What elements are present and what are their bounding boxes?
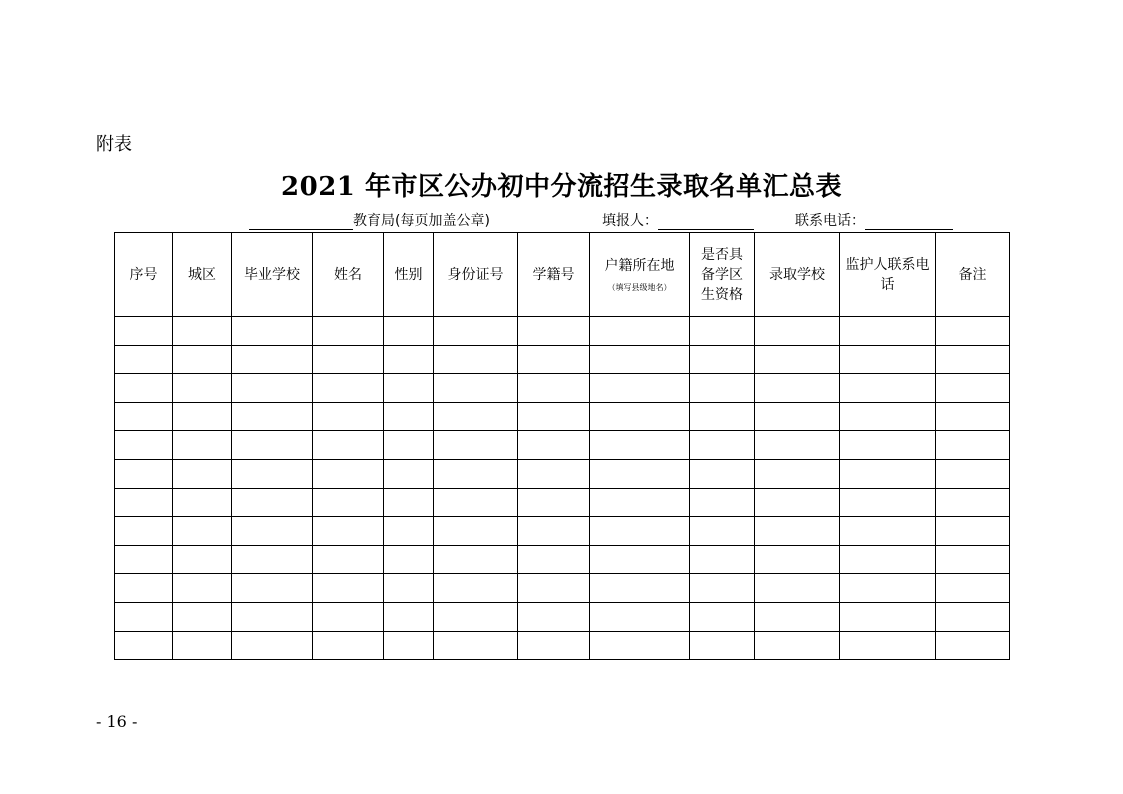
enrollment-table	[114, 232, 1010, 660]
table-cell[interactable]	[173, 317, 232, 346]
table-cell[interactable]	[755, 602, 840, 631]
table-cell[interactable]	[232, 459, 313, 488]
col-header-id-number: 身份证号	[434, 233, 518, 317]
table-cell[interactable]	[518, 317, 590, 346]
table-cell[interactable]	[590, 602, 690, 631]
table-cell[interactable]	[518, 631, 590, 660]
table-cell[interactable]	[840, 574, 936, 603]
table-cell[interactable]	[384, 431, 434, 460]
table-cell[interactable]	[840, 545, 936, 574]
table-cell[interactable]	[434, 431, 518, 460]
table-cell[interactable]	[755, 374, 840, 403]
table-cell[interactable]	[384, 374, 434, 403]
table-cell[interactable]	[590, 317, 690, 346]
table-cell[interactable]	[936, 574, 1010, 603]
table-cell[interactable]	[115, 574, 173, 603]
table-row	[115, 459, 1010, 488]
table-cell[interactable]	[690, 317, 755, 346]
table-cell[interactable]	[840, 602, 936, 631]
table-cell[interactable]	[434, 602, 518, 631]
table-cell[interactable]	[434, 631, 518, 660]
table-cell[interactable]	[690, 517, 755, 546]
table-cell[interactable]	[384, 402, 434, 431]
table-cell[interactable]	[115, 545, 173, 574]
table-cell[interactable]	[690, 374, 755, 403]
table-cell[interactable]	[755, 317, 840, 346]
table-cell[interactable]	[313, 517, 384, 546]
table-cell[interactable]	[840, 431, 936, 460]
table-cell[interactable]	[232, 517, 313, 546]
table-cell[interactable]	[840, 402, 936, 431]
table-cell[interactable]	[115, 602, 173, 631]
table-cell[interactable]	[434, 545, 518, 574]
filler-blank-line[interactable]	[658, 213, 754, 230]
table-cell[interactable]	[590, 402, 690, 431]
table-cell[interactable]	[755, 345, 840, 374]
table-cell[interactable]	[690, 345, 755, 374]
table-row	[115, 431, 1010, 460]
table-cell[interactable]	[755, 574, 840, 603]
table-cell[interactable]	[590, 345, 690, 374]
table-cell[interactable]	[115, 488, 173, 517]
page-number: - 16 -	[96, 712, 138, 731]
table-cell[interactable]	[384, 631, 434, 660]
col-header-district: 城区	[173, 233, 232, 317]
table-row	[115, 374, 1010, 403]
table-cell[interactable]	[173, 345, 232, 374]
table-cell[interactable]	[313, 602, 384, 631]
table-cell[interactable]	[313, 488, 384, 517]
table-cell[interactable]	[755, 631, 840, 660]
table-cell[interactable]	[936, 374, 1010, 403]
col-header-remarks: 备注	[936, 233, 1010, 317]
col-header-name: 姓名	[313, 233, 384, 317]
table-cell[interactable]	[434, 317, 518, 346]
table-cell[interactable]	[384, 545, 434, 574]
table-cell[interactable]	[434, 574, 518, 603]
table-cell[interactable]	[232, 631, 313, 660]
table-cell[interactable]	[115, 631, 173, 660]
col-header-admitted-school: 录取学校	[755, 233, 840, 317]
table-cell[interactable]	[840, 488, 936, 517]
table-cell[interactable]	[115, 459, 173, 488]
table-cell[interactable]	[590, 488, 690, 517]
table-cell[interactable]	[518, 374, 590, 403]
table-cell[interactable]	[590, 517, 690, 546]
table-cell[interactable]	[115, 345, 173, 374]
table-cell[interactable]	[232, 545, 313, 574]
table-cell[interactable]	[590, 431, 690, 460]
table-cell[interactable]	[313, 374, 384, 403]
table-cell[interactable]	[313, 402, 384, 431]
table-cell[interactable]	[936, 345, 1010, 374]
table-cell[interactable]	[518, 545, 590, 574]
table-cell[interactable]	[173, 602, 232, 631]
table-cell[interactable]	[313, 459, 384, 488]
table-row	[115, 345, 1010, 374]
table-cell[interactable]	[518, 402, 590, 431]
table-cell[interactable]	[936, 517, 1010, 546]
table-cell[interactable]	[232, 374, 313, 403]
table-cell[interactable]	[384, 488, 434, 517]
table-cell[interactable]	[173, 488, 232, 517]
phone-field	[795, 210, 953, 230]
table-cell[interactable]	[936, 631, 1010, 660]
table-cell[interactable]	[173, 631, 232, 660]
table-cell[interactable]	[690, 631, 755, 660]
table-cell[interactable]	[690, 574, 755, 603]
table-cell[interactable]	[690, 431, 755, 460]
household-location-note: （填写县级地名）	[607, 282, 672, 292]
table-cell[interactable]	[936, 602, 1010, 631]
table-cell[interactable]	[434, 517, 518, 546]
col-header-gender: 性别	[384, 233, 434, 317]
table-cell[interactable]	[115, 374, 173, 403]
table-cell[interactable]	[115, 517, 173, 546]
table-row	[115, 631, 1010, 660]
table-row	[115, 317, 1010, 346]
table-cell[interactable]	[173, 545, 232, 574]
table-cell[interactable]	[755, 402, 840, 431]
table-cell[interactable]	[173, 431, 232, 460]
table-cell[interactable]	[840, 374, 936, 403]
table-cell[interactable]	[518, 431, 590, 460]
table-cell[interactable]	[755, 488, 840, 517]
table-cell[interactable]	[518, 574, 590, 603]
table-cell[interactable]	[936, 402, 1010, 431]
table-cell[interactable]	[232, 431, 313, 460]
col-header-student-number: 学籍号	[518, 233, 590, 317]
table-cell[interactable]	[434, 402, 518, 431]
table-cell[interactable]	[840, 459, 936, 488]
table-cell[interactable]	[384, 345, 434, 374]
table-cell[interactable]	[115, 402, 173, 431]
table-cell[interactable]	[690, 402, 755, 431]
table-cell[interactable]	[384, 602, 434, 631]
table-cell[interactable]	[755, 459, 840, 488]
col-header-seq: 序号	[115, 233, 173, 317]
table-cell[interactable]	[115, 431, 173, 460]
table-cell[interactable]	[936, 431, 1010, 460]
table-cell[interactable]	[518, 517, 590, 546]
table-cell[interactable]	[313, 631, 384, 660]
table-cell[interactable]	[173, 517, 232, 546]
table-cell[interactable]	[518, 459, 590, 488]
phone-label: 联系电话：	[795, 213, 865, 229]
table-cell[interactable]	[384, 517, 434, 546]
table-cell[interactable]	[313, 574, 384, 603]
table-cell[interactable]	[840, 631, 936, 660]
table-cell[interactable]	[590, 459, 690, 488]
table-cell[interactable]	[173, 459, 232, 488]
table-cell[interactable]	[313, 545, 384, 574]
col-header-district-eligibility: 是否具备学区生资格	[690, 233, 755, 317]
table-cell[interactable]	[755, 431, 840, 460]
table-cell[interactable]	[232, 488, 313, 517]
table-cell[interactable]	[313, 431, 384, 460]
bureau-label: 教育局(每页加盖公章)	[353, 213, 490, 229]
table-cell[interactable]	[434, 374, 518, 403]
table-cell[interactable]	[840, 517, 936, 546]
table-cell[interactable]	[690, 459, 755, 488]
table-cell[interactable]	[590, 574, 690, 603]
filler-label: 填报人：	[602, 213, 658, 229]
table-cell[interactable]	[173, 574, 232, 603]
table-cell[interactable]	[313, 345, 384, 374]
table-cell[interactable]	[434, 488, 518, 517]
table-cell[interactable]	[755, 517, 840, 546]
table-cell[interactable]	[384, 459, 434, 488]
table-cell[interactable]	[173, 402, 232, 431]
table-cell[interactable]	[936, 317, 1010, 346]
col-header-graduate-school: 毕业学校	[232, 233, 313, 317]
table-cell[interactable]	[313, 317, 384, 346]
table-cell[interactable]	[518, 345, 590, 374]
table-cell[interactable]	[384, 317, 434, 346]
table-cell[interactable]	[232, 402, 313, 431]
table-row	[115, 488, 1010, 517]
bureau-blank-line[interactable]	[249, 213, 353, 230]
table-row	[115, 545, 1010, 574]
table-cell[interactable]	[434, 345, 518, 374]
table-cell[interactable]	[232, 574, 313, 603]
table-cell[interactable]	[936, 459, 1010, 488]
table-cell[interactable]	[518, 602, 590, 631]
table-cell[interactable]	[936, 488, 1010, 517]
table-cell[interactable]	[690, 602, 755, 631]
table-cell[interactable]	[690, 545, 755, 574]
attachment-label: 附表	[96, 134, 132, 155]
table-cell[interactable]	[232, 602, 313, 631]
table-cell[interactable]	[115, 317, 173, 346]
table-cell[interactable]	[936, 545, 1010, 574]
phone-blank-line[interactable]	[865, 213, 953, 230]
table-cell[interactable]	[384, 574, 434, 603]
table-header-row	[115, 233, 1010, 317]
table-row	[115, 602, 1010, 631]
table-cell[interactable]	[690, 488, 755, 517]
table-cell[interactable]	[590, 374, 690, 403]
col-header-guardian-phone: 监护人联系电话	[840, 233, 936, 317]
document-title: 2021 年市区公办初中分流招生录取名单汇总表	[281, 172, 842, 202]
table-cell[interactable]	[590, 631, 690, 660]
col-header-household-location: 户籍所在地 （填写县级地名）	[590, 233, 690, 317]
table-cell[interactable]	[173, 374, 232, 403]
table-cell[interactable]	[840, 317, 936, 346]
table-row	[115, 574, 1010, 603]
table-cell[interactable]	[232, 345, 313, 374]
table-row	[115, 517, 1010, 546]
filler-field	[602, 210, 754, 230]
table-cell[interactable]	[840, 345, 936, 374]
table-cell[interactable]	[755, 545, 840, 574]
table-cell[interactable]	[590, 545, 690, 574]
bureau-field	[249, 210, 490, 230]
table-cell[interactable]	[518, 488, 590, 517]
table-cell[interactable]	[232, 317, 313, 346]
table-row	[115, 402, 1010, 431]
table-cell[interactable]	[434, 459, 518, 488]
